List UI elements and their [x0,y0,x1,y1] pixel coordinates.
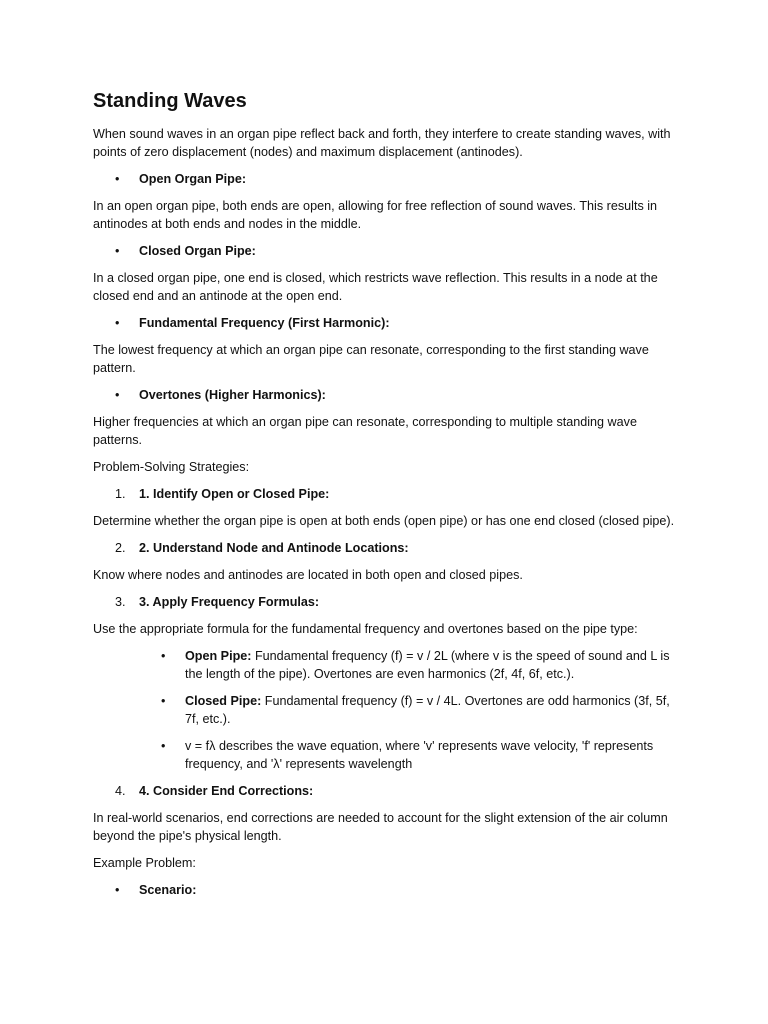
section-paragraph: In an open organ pipe, both ends are open, allowing for free reflection of sound waves. This results in antinodes at both ends and nodes in the middle. [93,199,658,231]
formula-text: Fundamental frequency (f) = v / 2L (where v is the speed of sound and L is the length of the pipe). Overtones are even harmonics (2f, 4f, 6f, etc.). [185,649,670,681]
strategy-paragraph: Determine whether the organ pipe is open at both ends (open pipe) or has one end closed (closed pipe). [93,514,675,528]
strategy-heading: 3. Apply Frequency Formulas: [139,595,320,609]
bullet-icon: • [115,172,120,186]
section-heading: Closed Organ Pipe: [139,244,256,258]
page-title: Standing Waves [93,90,247,112]
strategy-paragraph: Know where nodes and antinodes are located in both open and closed pipes. [93,568,523,582]
strategy-paragraph: Use the appropriate formula for the fundamental frequency and overtones based on the pipe type: [93,622,638,636]
bullet-icon: • [115,388,120,402]
bullet-icon: • [161,739,166,753]
numbered-item [93,593,683,611]
list-number: 1. [115,487,126,501]
formula-item [93,647,683,683]
document-content [93,87,683,908]
formula-label: Closed Pipe: [185,694,262,708]
numbered-item [93,782,683,800]
bullet-icon: • [115,244,120,258]
list-number: 2. [115,541,126,555]
list-item [93,386,683,404]
section-heading: Fundamental Frequency (First Harmonic): [139,316,390,330]
section-heading: Open Organ Pipe: [139,172,247,186]
strategy-heading: 4. Consider End Corrections: [139,784,314,798]
list-item [93,242,683,260]
formula-item [93,737,683,773]
list-item [93,314,683,332]
section-paragraph: In a closed organ pipe, one end is closed, which restricts wave reflection. This results in a node at the closed end and an antinode at the open end. [93,271,658,303]
bullet-icon: • [161,649,166,663]
intro-paragraph: When sound waves in an organ pipe reflect back and forth, they interfere to create standing waves, with points of zero displacement (nodes) and maximum displacement (antinodes). [93,127,671,159]
bullet-icon: • [161,694,166,708]
list-number: 4. [115,784,126,798]
formula-label: Open Pipe: [185,649,252,663]
formula-text: v = fλ describes the wave equation, where 'v' represents wave velocity, 'f' represents frequency, and 'λ' represents wavelength [185,739,654,771]
list-number: 3. [115,595,126,609]
numbered-item [93,485,683,503]
section-heading: Overtones (Higher Harmonics): [139,388,326,402]
bullet-icon: • [115,883,120,897]
section-paragraph: Higher frequencies at which an organ pipe can resonate, corresponding to multiple standing wave patterns. [93,415,637,447]
example-label: Example Problem: [93,856,196,870]
section-paragraph: The lowest frequency at which an organ pipe can resonate, corresponding to the first standing wave pattern. [93,343,649,375]
strategies-label: Problem-Solving Strategies: [93,460,250,474]
scenario-heading: Scenario: [139,883,197,897]
formula-item [93,692,683,728]
strategy-heading: 2. Understand Node and Antinode Locations: [139,541,409,555]
list-item [93,170,683,188]
list-item [93,881,683,899]
bullet-icon: • [115,316,120,330]
strategy-paragraph: In real-world scenarios, end corrections are needed to account for the slight extension of the air column beyond the pipe's physical length. [93,811,668,843]
formula-text: Fundamental frequency (f) = v / 4L. Overtones are odd harmonics (3f, 5f, 7f, etc.). [185,694,670,726]
numbered-item [93,539,683,557]
strategy-heading: 1. Identify Open or Closed Pipe: [139,487,330,501]
